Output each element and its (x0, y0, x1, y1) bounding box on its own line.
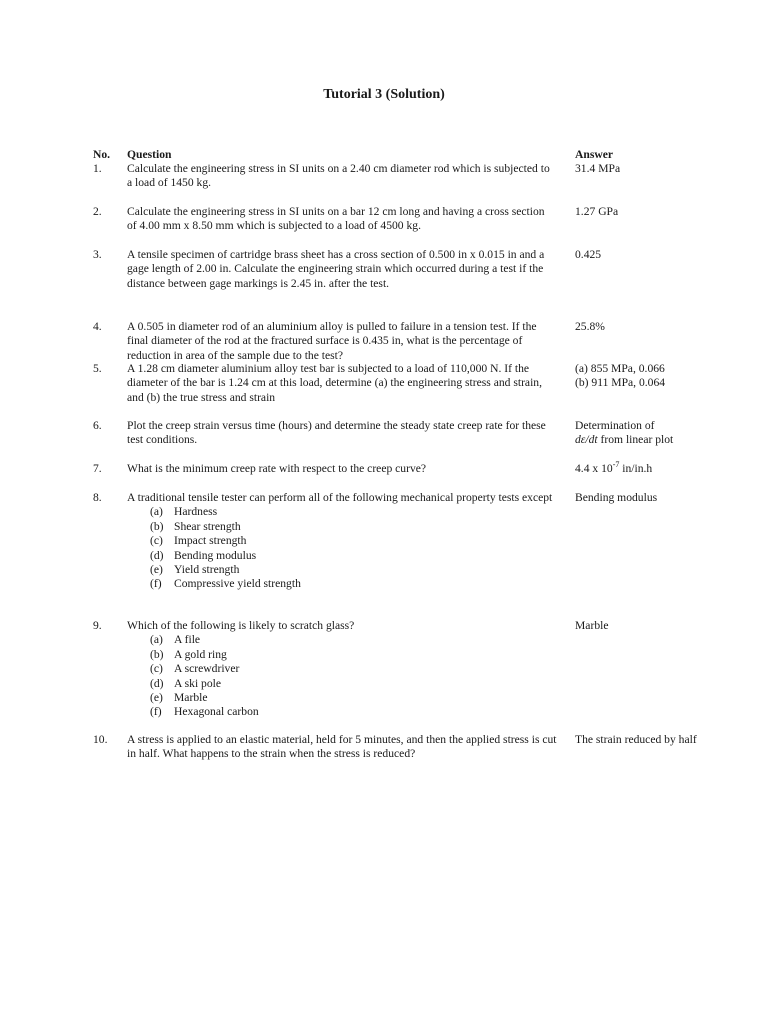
answer-unit: in/in.h (619, 462, 653, 475)
option-text: A ski pole (174, 676, 222, 690)
answer-part-b: (b) 911 MPa, 0.064 (575, 376, 666, 390)
question-number: 5. (93, 362, 102, 375)
answer-text: 31.4 MPa (575, 162, 621, 175)
question-text: Calculate the engineering stress in SI units on a bar 12 cm long and having a cross section of 4.00 mm x 8.50 mm which is subjected to a load of 4500 kg. (127, 205, 545, 233)
option-label: (e) (150, 691, 163, 705)
option-item (127, 549, 557, 563)
option-text: A screwdriver (174, 662, 240, 676)
question-number: 8. (93, 491, 102, 504)
answer-exponent: -7 (612, 460, 620, 470)
option-item (127, 505, 557, 519)
options-list (127, 505, 557, 591)
option-text: Impact strength (174, 534, 247, 548)
question-text: Which of the following is likely to scratch glass? (127, 619, 355, 632)
option-label: (b) (150, 519, 164, 533)
question-text: A stress is applied to an elastic material, held for 5 minutes, and then the applied stress is cut in half. What happens to the strain when the stress is reduced? (127, 733, 557, 761)
option-label: (d) (150, 548, 164, 562)
option-label: (f) (150, 577, 162, 591)
question-text: Plot the creep strain versus time (hours) and determine the steady state creep rate for these test conditions. (127, 419, 546, 447)
option-item (127, 677, 557, 691)
question-text: A 1.28 cm diameter aluminium alloy test bar is subjected to a load of 110,000 N. If the diameter of the bar is 1.24 cm at this load, determine (a) the engineering stress and strain, and (b) the true stress and strain (127, 362, 542, 404)
question-number: 1. (93, 162, 102, 175)
answer-rest: from linear plot (597, 433, 674, 447)
option-label: (a) (150, 633, 163, 647)
answer-column-header: Answer (575, 148, 613, 161)
option-item (127, 648, 557, 662)
answer-base: 4.4 x 10 (575, 462, 613, 475)
question-text: A tensile specimen of cartridge brass sheet has a cross section of 0.500 in x 0.015 in and a gage length of 2.00 in. Calculate the engineering strain which occurred during a test if the distance between gage markings is 2.45 in. after the test. (127, 248, 545, 290)
option-item (127, 534, 557, 548)
option-item (127, 563, 557, 577)
option-text: Bending modulus (174, 548, 257, 562)
answer-line-2 (575, 433, 705, 447)
question-number: 9. (93, 619, 102, 632)
no-column-header: No. (93, 148, 111, 161)
option-item (127, 705, 557, 719)
answer-text: 0.425 (575, 248, 602, 261)
option-label: (d) (150, 676, 164, 690)
option-label: (e) (150, 563, 163, 577)
answer-text: The strain reduced by half (575, 733, 697, 746)
answer-text: 1.27 GPa (575, 205, 619, 218)
question-number: 2. (93, 205, 102, 218)
question-text: What is the minimum creep rate with respect to the creep curve? (127, 462, 427, 475)
answer-line-1: Determination of (575, 419, 655, 432)
option-item (127, 520, 557, 534)
question-text: A 0.505 in diameter rod of an aluminium alloy is pulled to failure in a tension test. If the final diameter of the rod at the fractured surface is 0.435 in, what is the percentage of reduction in area of the sample due to the test? (127, 320, 537, 362)
option-item (127, 577, 557, 591)
answer-part-a: (a) 855 MPa, 0.066 (575, 362, 665, 375)
option-text: Yield strength (174, 563, 240, 577)
answer-text (575, 462, 705, 476)
option-text: Hardness (174, 505, 218, 519)
question-number: 6. (93, 419, 102, 432)
question-number: 4. (93, 320, 102, 333)
options-list (127, 633, 557, 719)
option-label: (f) (150, 705, 162, 719)
option-text: A gold ring (174, 647, 227, 661)
answer-text (575, 362, 705, 391)
option-item (127, 662, 557, 676)
option-text: Compressive yield strength (174, 577, 301, 591)
option-label: (b) (150, 647, 164, 661)
question-text: A traditional tensile tester can perform all of the following mechanical property tests except (127, 491, 553, 504)
option-label: (a) (150, 505, 163, 519)
answer-text (575, 419, 705, 448)
question-text: Calculate the engineering stress in SI units on a 2.40 cm diameter rod which is subjected to a load of 1450 kg. (127, 162, 550, 190)
question-block (127, 491, 557, 592)
option-item (127, 633, 557, 647)
page-title: Tutorial 3 (Solution) (323, 87, 445, 102)
option-label: (c) (150, 662, 163, 676)
option-label: (c) (150, 534, 163, 548)
option-text: Shear strength (174, 519, 241, 533)
answer-text: 25.8% (575, 320, 605, 333)
option-text: Marble (174, 691, 208, 705)
question-column-header: Question (127, 148, 172, 161)
question-number: 7. (93, 462, 102, 475)
option-text: A file (174, 633, 201, 647)
question-number: 10. (93, 733, 108, 746)
answer-derivative: dε/dt (575, 433, 598, 447)
question-block (127, 619, 557, 720)
answer-text: Marble (575, 619, 609, 632)
option-item (127, 691, 557, 705)
option-text: Hexagonal carbon (174, 705, 259, 719)
answer-text: Bending modulus (575, 491, 658, 504)
question-number: 3. (93, 248, 102, 261)
